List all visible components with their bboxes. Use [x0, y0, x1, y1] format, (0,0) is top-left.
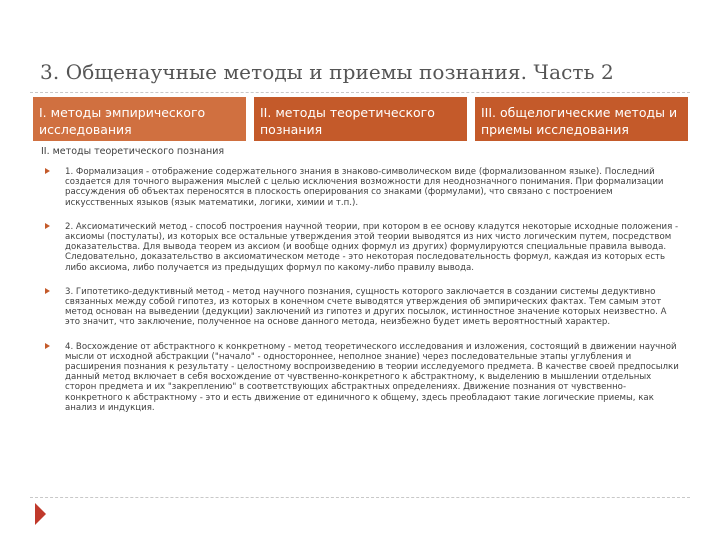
section-subtitle: II. методы теоретического познания	[41, 146, 225, 157]
list-item-text: 4. Восхождение от абстрактного к конкретному - метод теоретического исследования и изложения, состоящий в движении научной мысли от исходной абстракции ("начало" - одностороннее, неполное знание) через последовательные этапы углубления и расширения познания к результату - целостному воспроизведению в теории исследуемого предмета. В качестве своей предпосылки данный метод включает в себя восхождение от чувственно-конкретного к абстрактному, к выделению в мышлении отдельных сторон предмета и их "закреплению" в соответствующих абстрактных определениях. Движение познания от чувственно-конкретного к абстрактному - это и есть движение от единичного к общему, здесь преобладают такие логические приемы, как анализ и индукция.	[65, 341, 679, 413]
slide-title: 3. Общенаучные методы и приемы познания. Часть 2	[40, 60, 614, 84]
content-area	[40, 146, 682, 427]
title-divider	[30, 92, 690, 93]
triangle-right-icon	[45, 223, 50, 229]
tab-empirical-methods[interactable]: I. методы эмпирического исследования	[33, 97, 246, 141]
play-icon[interactable]	[35, 503, 46, 525]
list-item-text: 3. Гипотетико-дедуктивный метод - метод научного познания, сущность которого заключается в создании системы дедуктивно связанных между собой гипотез, из которых в конечном счете выводятся утверждения об эмпирических фактах. Тем самым этот метод основан на выведении (дедукции) заключений из гипотез и других посылок, истинностное значение которых неизвестно. А это значит, что заключение, полученное на основе данного метода, неизбежно будет иметь вероятностный характер.	[65, 286, 667, 328]
list-item-text: 1. Формализация - отображение содержательного знания в знаково-символическом виде (формализованном языке). Последний создается для точного выражения мыслей с целью исключения возможности для неоднозначного понимания. При формализации рассуждения об объектах переносятся в плоскость оперирования со знаками (формулами), что связано с построением искусственных языков (язык математики, логики, химии и т.п.).	[65, 167, 664, 208]
methods-list	[40, 167, 682, 413]
section-tabs	[33, 97, 688, 141]
list-item	[40, 287, 682, 328]
tab-general-logical-methods[interactable]: III. общелогические методы и приемы исследования	[475, 97, 688, 141]
triangle-right-icon	[45, 343, 50, 349]
list-item	[40, 342, 682, 413]
footer-divider	[30, 497, 690, 498]
tab-theoretical-methods[interactable]: II. методы теоретического познания	[254, 97, 467, 141]
list-item	[40, 167, 682, 208]
triangle-right-icon	[45, 288, 50, 294]
list-item	[40, 222, 682, 273]
list-item-text: 2. Аксиоматический метод - способ построения научной теории, при котором в ее основу кладутся некоторые исходные положения - аксиомы (постулаты), из которых все остальные утверждения этой теории выводятся из них чисто логическим путем, посредством доказательства. Для вывода теорем из аксиом (и вообще одних формул из других) формулируются специальные правила вывода. Следовательно, доказательство в аксиоматическом методе - это некоторая последовательность формул, каждая из которых есть либо аксиома, либо получается из предыдущих формул по какому-либо правилу вывода.	[65, 221, 679, 273]
triangle-right-icon	[45, 168, 50, 174]
